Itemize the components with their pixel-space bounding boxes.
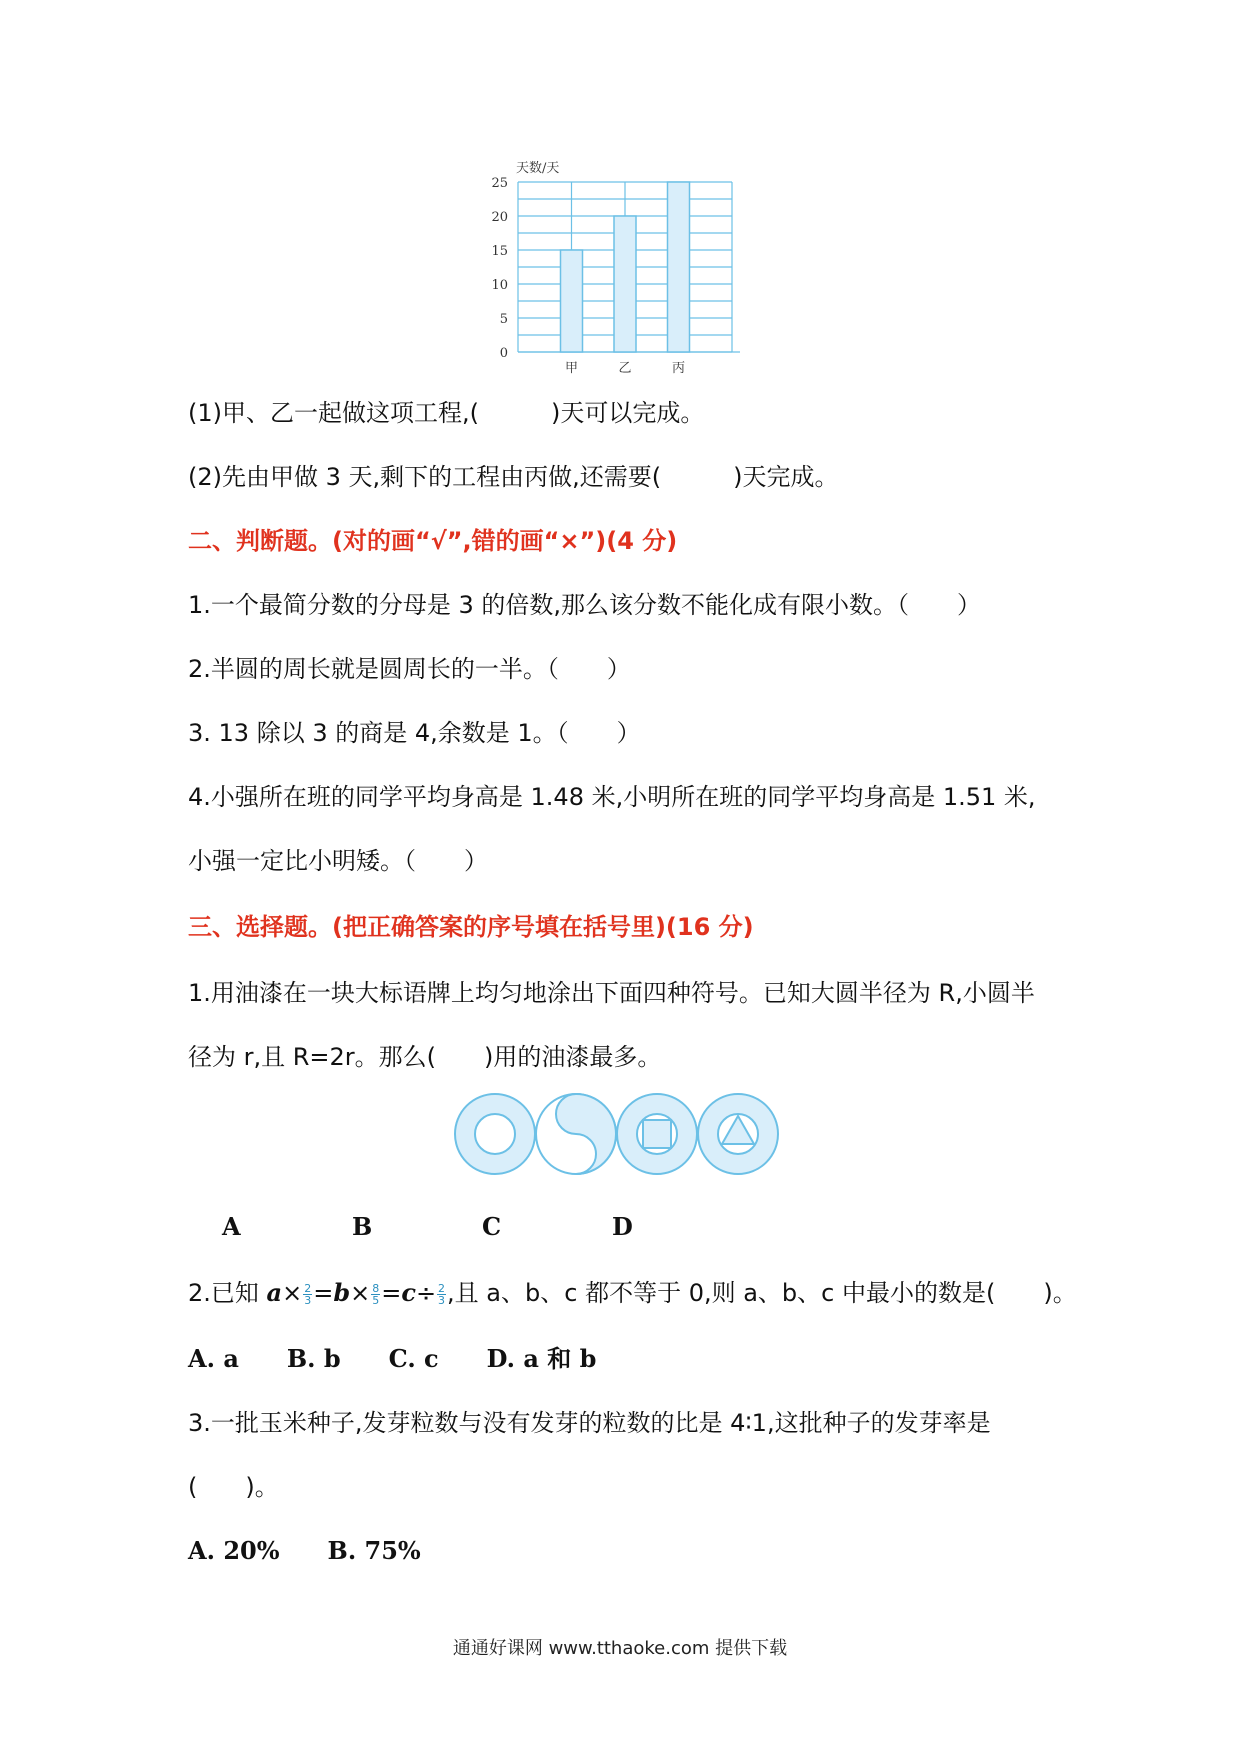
symbol-d [698,1094,778,1174]
fraction-2-num: 8 [372,1281,380,1295]
y-tick-label: 15 [491,244,508,259]
question-sub1: (1)甲、乙一起做这项工程,( )天可以完成。 [188,399,705,427]
option-b: B [352,1212,373,1241]
fraction-2 [371,1283,380,1306]
times-sign: × [282,1279,303,1307]
y-axis-label: 天数/天 [516,161,560,176]
judge-item-4: 4.小强所在班的同学平均身高是 1.48 米,小明所在班的同学平均身高是 1.51 米, [188,783,1036,811]
fraction-3 [437,1283,446,1306]
option-c: C [482,1212,502,1241]
bar-甲 [561,250,583,352]
choice3-options: A. 20% B. 75% [188,1536,421,1565]
var-b: b [333,1278,351,1307]
question-sub2: (2)先由甲做 3 天,剩下的工程由丙做,还需要( )天完成。 [188,463,839,491]
symbol-c [617,1094,697,1174]
option-a: A [222,1212,241,1241]
choice1-line1: 1.用油漆在一块大标语牌上均匀地涂出下面四种符号。已知大圆半径为 R,小圆半 [188,979,1035,1007]
bar-丙 [668,182,690,352]
choice2-suffix: ,且 a、b、c 都不等于 0,则 a、b、c 中最小的数是( )。 [447,1279,1077,1307]
fraction-1-num: 2 [304,1281,312,1295]
var-c: c [401,1278,416,1307]
symbol-a [455,1094,535,1174]
divide-sign: ÷ [415,1279,437,1307]
judge-item-4-cont: 小强一定比小明矮。（ ） [188,847,488,875]
x-tick-label: 甲 [564,361,579,376]
choice2-prefix: 2.已知 [188,1279,267,1307]
y-tick-label: 25 [491,176,508,191]
fraction-3-den: 3 [438,1293,446,1307]
y-tick-label: 5 [499,312,508,327]
choice3-line2: ( )。 [188,1473,279,1501]
fraction-2-den: 5 [372,1293,380,1307]
choice3-line1: 3.一批玉米种子,发芽粒数与没有发芽的粒数的比是 4∶1,这批种子的发芽率是 [188,1409,991,1437]
y-tick-label: 20 [491,210,508,225]
footer: 通通好课网 www.tthaoke.com 提供下载 [452,1638,788,1659]
bar-chart [470,150,770,380]
choice2-options: A. a B. b C. c D. a 和 b [188,1344,597,1373]
section2-title: 二、判断题。(对的画“√”,错的画“×”)(4 分) [188,527,678,555]
y-tick-label: 10 [491,278,508,293]
symbol-b [536,1094,616,1174]
fraction-1-den: 3 [304,1293,312,1307]
choice2-question [188,1278,1077,1308]
section3-title: 三、选择题。(把正确答案的序号填在括号里)(16 分) [188,913,754,941]
equals-sign: = [313,1279,334,1307]
x-tick-label: 丙 [671,361,686,376]
judge-item-2: 2.半圆的周长就是圆周长的一半。（ ） [188,655,631,683]
var-a: a [266,1278,283,1307]
choice1-line2: 径为 r,且 R=2r。那么( )用的油漆最多。 [188,1043,662,1071]
paint-symbols [450,1088,790,1182]
equals-sign-2: = [381,1279,402,1307]
x-tick-label: 乙 [618,361,632,376]
option-d: D [612,1212,633,1241]
judge-item-3: 3. 13 除以 3 的商是 4,余数是 1。（ ） [188,719,641,747]
bar-乙 [614,216,636,352]
judge-item-1: 1.一个最简分数的分母是 3 的倍数,那么该分数不能化成有限小数。（ ） [188,591,982,619]
fraction-1 [303,1283,312,1306]
y-tick-label: 0 [499,346,508,361]
times-sign-2: × [350,1279,371,1307]
fraction-3-num: 2 [438,1281,446,1295]
